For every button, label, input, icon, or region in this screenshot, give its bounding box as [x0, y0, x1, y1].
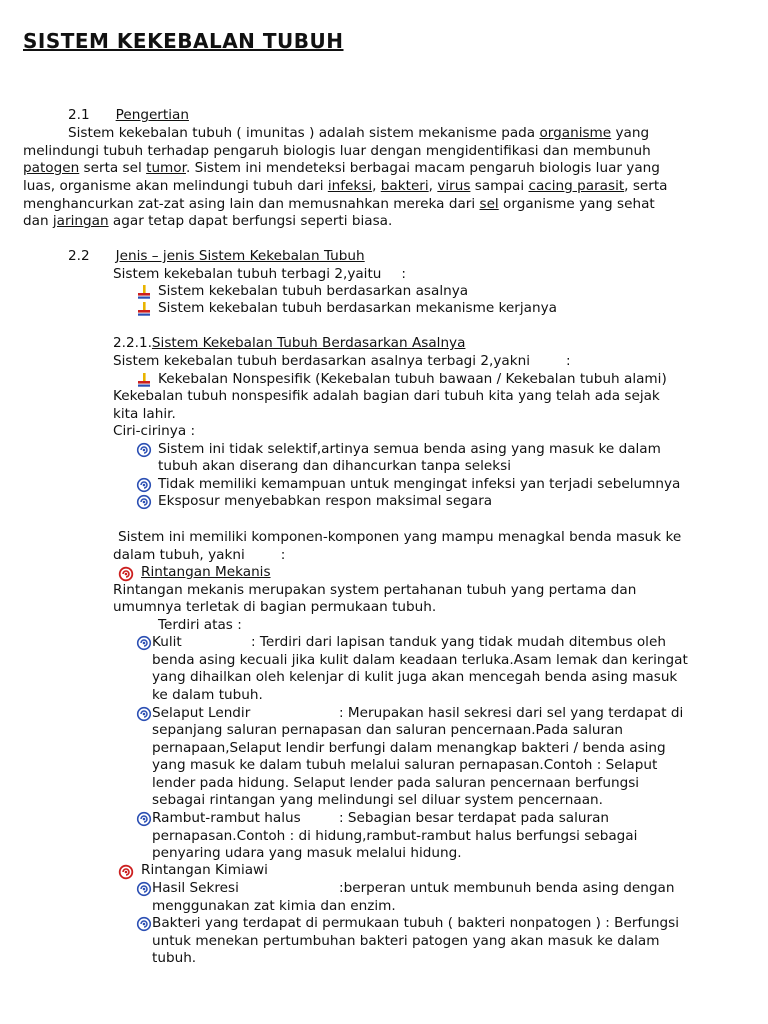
text: agar tetap dapat berfungsi seperti biasa.: [108, 213, 393, 229]
paragraph-line: [113, 353, 571, 371]
list-item: Eksposur menyebabkan respon maksimal segara: [158, 493, 493, 509]
text: organisme yang sehat: [498, 196, 655, 212]
text: sampai: [470, 178, 529, 194]
definition-line: penyaring udara yang masuk melalui hidung.: [152, 845, 462, 861]
text: :: [566, 353, 571, 369]
definition-line: sepanjang saluran pernapasan dan saluran pencernaan.Pada saluran: [152, 722, 624, 738]
subheading-rintangan-kimiawi: Rintangan Kimiawi: [141, 862, 268, 878]
definition-line: : Terdiri dari lapisan tanduk yang tidak mudah ditembus oleh: [251, 634, 666, 650]
section-2-2-1-heading: [113, 335, 465, 353]
page-title: SISTEM KEKEBALAN TUBUH: [23, 29, 344, 53]
spiral-bullet-icon: [136, 916, 152, 932]
definition-line: benda asing kecuali jika kulit dalam keadaan terluka.Asam lemak dan keringat: [152, 652, 688, 668]
text: dan: [23, 213, 53, 229]
link-jaringan[interactable]: jaringan: [52, 213, 109, 229]
definition-line: : Sebagian besar terdapat pada saluran: [339, 810, 610, 826]
paragraph-line: [68, 125, 649, 143]
definition-line: Bakteri yang terdapat di permukaan tubuh ( bakteri nonpatogen ) : Berfungsi: [152, 915, 679, 931]
link-tumor[interactable]: tumor: [146, 160, 186, 176]
definition-line: pernapasan.Contoh : di hidung,rambut-rambut halus berfungsi sebagai: [152, 828, 638, 844]
section-2-2-heading: [68, 248, 365, 266]
definition-line: yang dihailkan oleh kelenjar di kulit juga akan mencegah benda asing masuk: [152, 669, 678, 685]
text: luas, organisme akan melindungi tubuh dari: [23, 178, 328, 194]
paragraph-line: Terdiri atas :: [158, 617, 242, 633]
definition-line: ke dalam tubuh.: [152, 687, 263, 703]
spiral-bullet-icon: [118, 864, 134, 880]
link-sel[interactable]: sel: [479, 196, 499, 212]
section-2-1-heading: [68, 107, 189, 125]
list-item: Tidak memiliki kemampuan untuk mengingat infeksi yan terjadi sebelumnya: [158, 476, 681, 492]
paragraph-line: [23, 213, 392, 231]
spiral-bullet-icon: [136, 881, 152, 897]
paragraph-line: [113, 547, 285, 565]
spiral-bullet-icon: [136, 706, 152, 722]
definition-line: :berperan untuk membunuh benda asing dengan: [339, 880, 675, 896]
paragraph-line: [23, 196, 655, 214]
paragraph-line: Kekebalan tubuh nonspesifik adalah bagian dari tubuh kita yang telah ada sejak: [113, 388, 660, 404]
text: yang: [611, 125, 650, 141]
link-patogen[interactable]: patogen: [23, 160, 80, 176]
text: :: [401, 266, 407, 282]
paragraph-line: melindungi tubuh terhadap pengaruh biologis luar dengan mengidentifikasi dan membunuh: [23, 143, 651, 159]
paragraph-line: Rintangan mekanis merupakan system pertahanan tubuh yang pertama dan: [113, 582, 637, 598]
section-title: Pengertian: [115, 107, 189, 123]
section-number: 2.2.1.: [113, 335, 152, 351]
spiral-bullet-icon: [118, 566, 134, 582]
list-item-continued: tubuh akan diserang dan dihancurkan tanpa seleksi: [158, 458, 512, 474]
definition-line: pernapaan,Selaput lendir berfungi dalam menangkap bakteri / benda asing: [152, 740, 666, 756]
paragraph-line: kita lahir.: [113, 406, 176, 422]
text: :: [280, 547, 286, 563]
spiral-bullet-icon: [136, 442, 152, 458]
definition-line: yang masuk ke dalam tubuh melalui saluran pernapasan.Contoh : Selaput: [152, 757, 658, 773]
definition-line: sebagai rintangan yang melindungi sel diluar system pencernaan.: [152, 792, 603, 808]
paragraph-line: Sistem ini memiliki komponen-komponen yang mampu menagkal benda masuk ke: [118, 529, 682, 545]
spiral-bullet-icon: [136, 494, 152, 510]
text: ,: [372, 178, 381, 194]
term-rambut-halus: Rambut-rambut halus: [152, 810, 301, 826]
link-organisme[interactable]: organisme: [539, 125, 612, 141]
term-hasil-sekresi: Hasil Sekresi: [152, 880, 239, 896]
spiral-bullet-icon: [136, 477, 152, 493]
section-number: 2.2: [68, 248, 90, 264]
paragraph-line: [23, 160, 660, 178]
definition-line: : Merupakan hasil sekresi dari sel yang terdapat di: [339, 705, 684, 721]
definition-line: tubuh.: [152, 950, 197, 966]
section-title: Jenis – jenis Sistem Kekebalan Tubuh: [115, 248, 365, 264]
text: serta sel: [79, 160, 147, 176]
link-virus[interactable]: virus: [437, 178, 471, 194]
text: Sistem kekebalan tubuh terbagi 2,yaitu: [113, 266, 382, 282]
term-kulit: Kulit: [152, 634, 182, 650]
paragraph-line: [113, 266, 406, 284]
paragraph-line: umumnya terletak di bagian permukaan tubuh.: [113, 599, 437, 615]
link-bakteri[interactable]: bakteri: [380, 178, 429, 194]
text: ,: [428, 178, 438, 194]
text: Sistem kekebalan tubuh ( imunitas ) adalah sistem mekanisme pada: [68, 125, 540, 141]
text: dalam tubuh, yakni: [113, 547, 245, 563]
text: , serta: [624, 178, 668, 194]
spiral-bullet-icon: [136, 635, 152, 651]
section-title: Sistem Kekebalan Tubuh Berdasarkan Asalnya: [151, 335, 466, 351]
arrow-bullet-icon: [136, 301, 152, 317]
link-infeksi[interactable]: infeksi: [327, 178, 373, 194]
arrow-bullet-icon: [136, 372, 152, 388]
link-cacing-parasit[interactable]: cacing parasit: [528, 178, 625, 194]
list-item: Kekebalan Nonspesifik (Kekebalan tubuh bawaan / Kekebalan tubuh alami): [158, 371, 667, 387]
spiral-bullet-icon: [136, 811, 152, 827]
paragraph-line: Ciri-cirinya :: [113, 423, 196, 439]
list-item: Sistem kekebalan tubuh berdasarkan mekanisme kerjanya: [158, 300, 557, 316]
term-selaput-lendir: Selaput Lendir: [152, 705, 251, 721]
paragraph-line: [23, 178, 668, 196]
arrow-bullet-icon: [136, 284, 152, 300]
definition-line: menggunakan zat kimia dan enzim.: [152, 898, 396, 914]
definition-line: lender pada hidung. Selaput lender pada saluran pencernaan berfungsi: [152, 775, 640, 791]
text: . Sistem ini mendeteksi berbagai macam pengaruh biologis luar yang: [185, 160, 660, 176]
list-item: Sistem kekebalan tubuh berdasarkan asalnya: [158, 283, 469, 299]
subheading-rintangan-mekanis: Rintangan Mekanis: [141, 564, 271, 580]
text: menghancurkan zat-zat asing lain dan memusnahkan mereka dari: [23, 196, 480, 212]
definition-line: untuk menekan pertumbuhan bakteri patogen yang akan masuk ke dalam: [152, 933, 660, 949]
section-number: 2.1: [68, 107, 90, 123]
list-item: Sistem ini tidak selektif,artinya semua benda asing yang masuk ke dalam: [158, 441, 661, 457]
text: Sistem kekebalan tubuh berdasarkan asalnya terbagi 2,yakni: [113, 353, 530, 369]
